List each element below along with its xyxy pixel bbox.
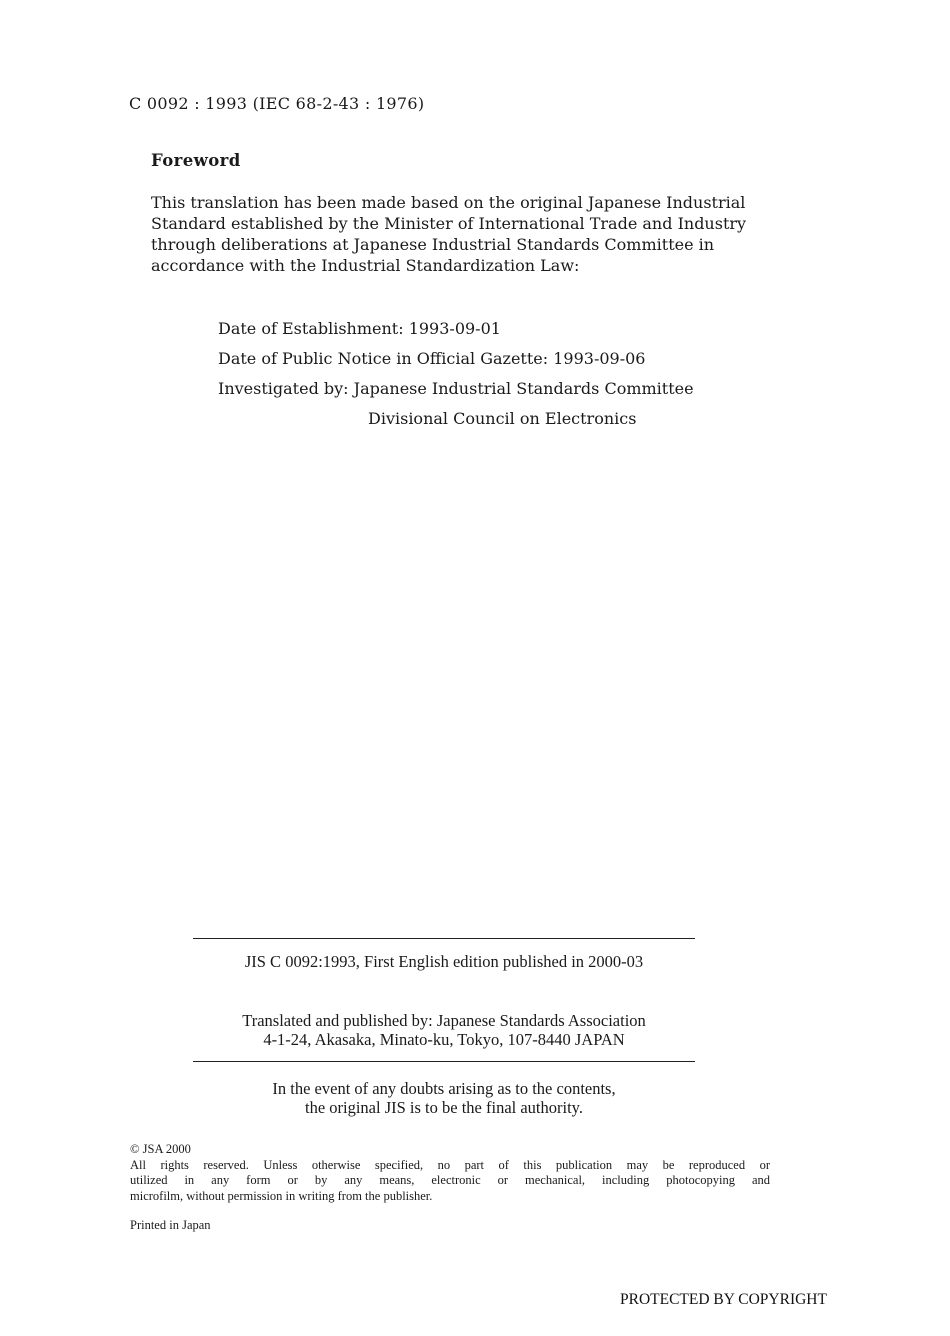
copyright-mark: © JSA 2000 [130,1142,191,1156]
rights-line: utilized in any form or by any means, electronic or mechanical, including photocopying and [130,1173,770,1187]
rights-line: All rights reserved. Unless otherwise specified, no part of this publication may be reproduced or [130,1157,770,1172]
foreword-line: through deliberations at Japanese Industrial Standards Committee in [151,235,715,254]
authority-notice [193,1079,695,1117]
publisher-address: 4-1-24, Akasaka, Minato-ku, Tokyo, 107-8440 JAPAN [263,1030,625,1049]
divisional-council: Divisional Council on Electronics [368,409,637,428]
investigated-by: Investigated by: Japanese Industrial Standards Committee [218,379,694,398]
publisher-notice [193,1011,695,1049]
rights-line: microfilm, without permission in writing from the publisher. [130,1188,433,1203]
standard-reference: C 0092 : 1993 (IEC 68-2-43 : 1976) [129,94,425,113]
edition-line: JIS C 0092:1993, First English edition published in 2000-03 [244,952,644,971]
foreword-line: Standard established by the Minister of International Trade and Industry [151,214,747,233]
foreword-paragraph [151,192,771,276]
publisher-line: Translated and published by: Japanese Standards Association [242,1011,646,1030]
bottom-divider [193,1061,695,1062]
edition-notice [193,952,695,971]
date-of-establishment: Date of Establishment: 1993-09-01 [218,319,501,338]
foreword-line: accordance with the Industrial Standardization Law: [151,256,580,275]
establishment-details [218,314,694,434]
foreword-line: This translation has been made based on the original Japanese Industrial [151,193,746,212]
printed-in: Printed in Japan [130,1218,211,1232]
top-divider [193,938,695,939]
date-of-public-notice: Date of Public Notice in Official Gazette: 1993-09-06 [218,349,646,368]
authority-line: the original JIS is to be the final authority. [304,1098,583,1117]
foreword-heading: Foreword [151,151,241,170]
protected-by-copyright: PROTECTED BY COPYRIGHT [620,1291,827,1308]
authority-line: In the event of any doubts arising as to the contents, [272,1079,616,1098]
copyright-notice [130,1142,770,1204]
